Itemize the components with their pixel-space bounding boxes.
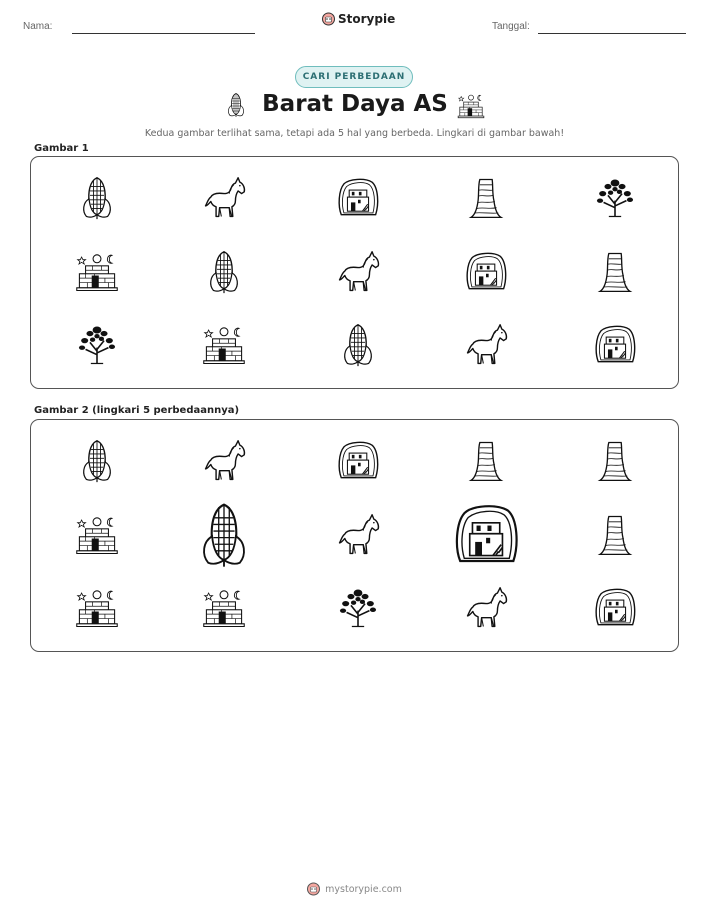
butte-icon[interactable] <box>593 513 637 557</box>
corn-icon <box>202 250 246 294</box>
cliff-dwelling-icon <box>464 250 508 294</box>
storypie-mascot-icon <box>322 12 335 26</box>
pueblo-icon[interactable] <box>75 513 119 557</box>
pueblo-icon <box>457 92 485 120</box>
brand-logo <box>322 12 395 26</box>
pueblo-icon <box>75 250 119 294</box>
activity-badge: CARI PERBEDAAN <box>295 66 413 88</box>
butte-icon <box>593 250 637 294</box>
cliff-dwelling-icon[interactable] <box>336 439 380 483</box>
desert-tree-icon <box>593 176 637 220</box>
cliff-dwelling-icon[interactable] <box>593 586 637 630</box>
butte-icon[interactable] <box>464 439 508 483</box>
footer-url: mystorypie.com <box>325 883 402 895</box>
pueblo-icon[interactable] <box>202 586 246 630</box>
horse-icon[interactable] <box>464 586 508 630</box>
desert-tree-icon[interactable] <box>336 586 380 630</box>
picture-panel-1 <box>30 156 679 389</box>
pueblo-icon[interactable] <box>75 586 119 630</box>
panel2-label: Gambar 2 (lingkari 5 perbedaannya) <box>34 405 240 416</box>
page-title: Barat Daya AS <box>262 91 448 117</box>
instructions: Kedua gambar terlihat sama, tetapi ada 5 hal yang berbeda. Lingkari di gambar bawah! <box>144 128 565 139</box>
corn-icon <box>75 176 119 220</box>
corn-icon[interactable] <box>191 502 257 568</box>
picture-panel-2[interactable] <box>30 419 679 652</box>
name-line[interactable] <box>72 33 255 34</box>
desert-tree-icon <box>75 323 119 367</box>
corn-icon <box>226 92 246 118</box>
brand-name: Storypie <box>338 12 396 26</box>
horse-icon <box>202 176 246 220</box>
storypie-mascot-icon <box>307 882 320 896</box>
date-label: Tanggal: <box>492 21 530 32</box>
horse-icon[interactable] <box>336 513 380 557</box>
cliff-dwelling-icon[interactable] <box>452 501 520 569</box>
panel1-label: Gambar 1 <box>34 143 89 154</box>
horse-icon <box>336 250 380 294</box>
cliff-dwelling-icon <box>593 323 637 367</box>
butte-icon[interactable] <box>593 439 637 483</box>
footer <box>0 882 709 896</box>
name-label: Nama: <box>23 21 53 32</box>
butte-icon <box>464 176 508 220</box>
pueblo-icon <box>202 323 246 367</box>
horse-icon[interactable] <box>202 439 246 483</box>
date-line[interactable] <box>538 33 686 34</box>
corn-icon <box>336 323 380 367</box>
cliff-dwelling-icon <box>336 176 380 220</box>
horse-icon <box>464 323 508 367</box>
corn-icon[interactable] <box>75 439 119 483</box>
